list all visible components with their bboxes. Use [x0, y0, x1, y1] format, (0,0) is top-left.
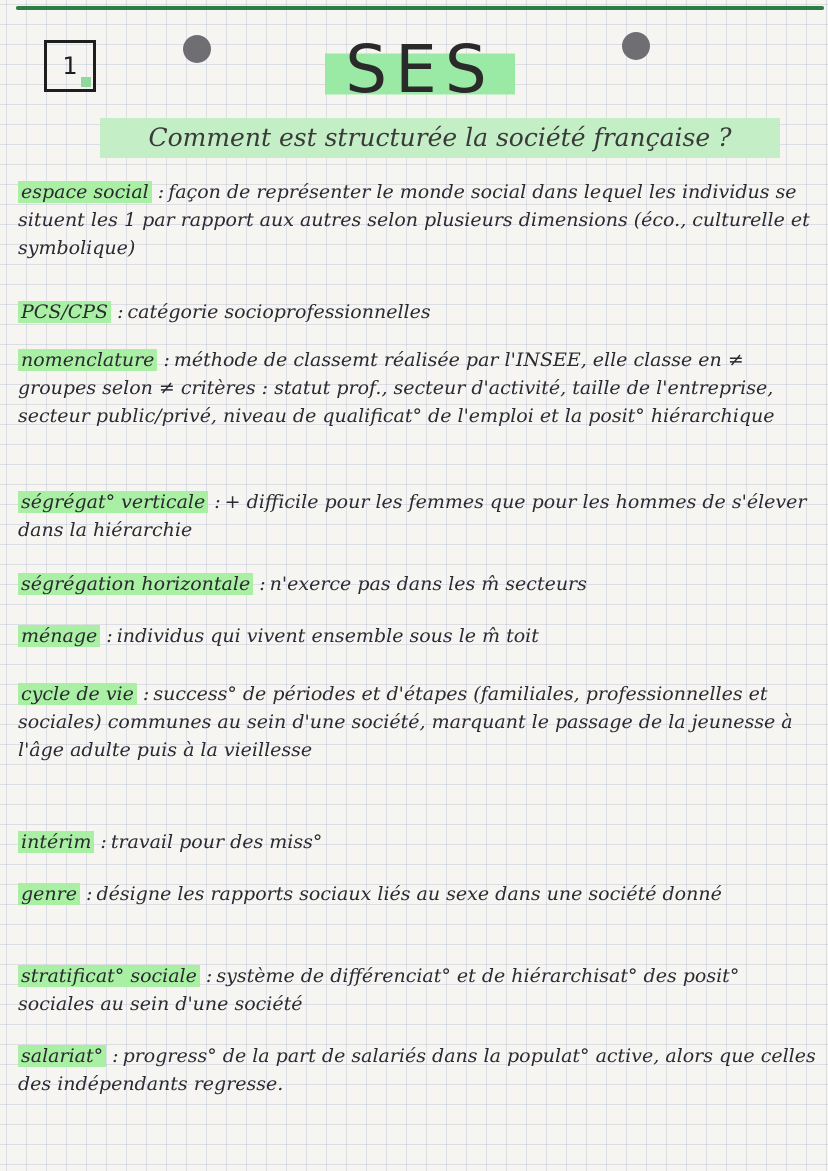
definition-term: genre	[18, 883, 80, 905]
definition-entry: stratificat° sociale : système de différenciat° et de hiérarchisat° des posit° sociales au sein d'une société	[18, 965, 740, 1015]
definition-entry: salariat° : progress° de la part de salariés dans la populat° active, alors que celles des indépendants regresse.	[18, 1045, 816, 1095]
definition-term: stratificat° sociale	[18, 965, 200, 987]
page-subtitle: Comment est structurée la société française ?	[100, 118, 780, 158]
definition-text: désigne les rapports sociaux liés au sexe dans une société donné	[96, 883, 722, 905]
page-box-corner-mark	[81, 77, 91, 87]
definition-term: cycle de vie	[18, 683, 137, 705]
top-rule	[16, 6, 824, 10]
definition-text: façon de représenter le monde social dans lequel les individus se situent les 1 par rapport aux autres selon plusieurs dimensions (éco., culturelle et symbolique)	[18, 181, 810, 259]
definition-entry: espace social : façon de représenter le monde social dans lequel les individus se situent les 1 par rapport aux autres selon plusieurs dimensions (éco., culturelle et symbolique)	[18, 181, 810, 259]
definition-term: espace social	[18, 181, 152, 203]
page-title: SES	[325, 32, 515, 108]
definition-term: ségrégat° verticale	[18, 491, 208, 513]
definition-text: n'exerce pas dans les m̂ secteurs	[269, 573, 587, 595]
page-number: 1	[62, 52, 78, 80]
definition-text: travail pour des miss°	[110, 831, 323, 853]
definition-term: ségrégation horizontale	[18, 573, 253, 595]
binder-hole-right	[622, 32, 650, 60]
definition-entry: cycle de vie : success° de périodes et d'étapes (familiales, professionnelles et sociales) communes au sein d'une société, marquant le passage de la jeunesse à l'âge adulte puis à la vieillesse	[18, 683, 793, 761]
definition-term: salariat°	[18, 1045, 106, 1067]
definition-entry: PCS/CPS : catégorie socioprofessionnelles	[18, 298, 818, 326]
definition-entry: intérim : travail pour des miss°	[18, 828, 818, 856]
definition-text: + difficile pour les femmes que pour les hommes de s'élever dans la hiérarchie	[18, 491, 807, 541]
definition-text: catégorie socioprofessionnelles	[127, 301, 431, 323]
definition-text: success° de périodes et d'étapes (familiales, professionnelles et sociales) communes au sein d'une société, marquant le passage de la jeunesse à l'âge adulte puis à la vieillesse	[18, 683, 793, 761]
definition-term: nomenclature	[18, 349, 157, 371]
definition-entry: ségrégat° verticale : + difficile pour les femmes que pour les hommes de s'élever dans la hiérarchie	[18, 491, 807, 541]
definition-term: intérim	[18, 831, 94, 853]
definition-text: individus qui vivent ensemble sous le m̂ toit	[116, 625, 539, 647]
definition-text: progress° de la part de salariés dans la populat° active, alors que celles des indépendants regresse.	[18, 1045, 816, 1095]
definition-entry: ménage : individus qui vivent ensemble sous le m̂ toit	[18, 622, 818, 650]
definition-term: ménage	[18, 625, 100, 647]
definition-term: PCS/CPS	[18, 301, 111, 323]
definition-entry: ségrégation horizontale : n'exerce pas dans les m̂ secteurs	[18, 570, 818, 598]
binder-hole-left	[183, 35, 211, 63]
definition-text: méthode de classemt réalisée par l'INSEE, elle classe en ≠ groupes selon ≠ critères : statut prof., secteur d'activité, taille de l'entreprise, secteur public/privé, niveau de qualificat° de l'emploi et la posit° hiérarchique	[18, 349, 775, 427]
definition-text: système de différenciat° et de hiérarchisat° des posit° sociales au sein d'une société	[18, 965, 740, 1015]
definition-entry: genre : désigne les rapports sociaux liés au sexe dans une société donné	[18, 880, 818, 908]
definition-entry: nomenclature : méthode de classemt réalisée par l'INSEE, elle classe en ≠ groupes selon ≠ critères : statut prof., secteur d'activité, taille de l'entreprise, secteur public/privé, niveau de qualificat° de l'emploi et la posit° hiérarchique	[18, 349, 775, 427]
page-number-box	[44, 40, 96, 92]
